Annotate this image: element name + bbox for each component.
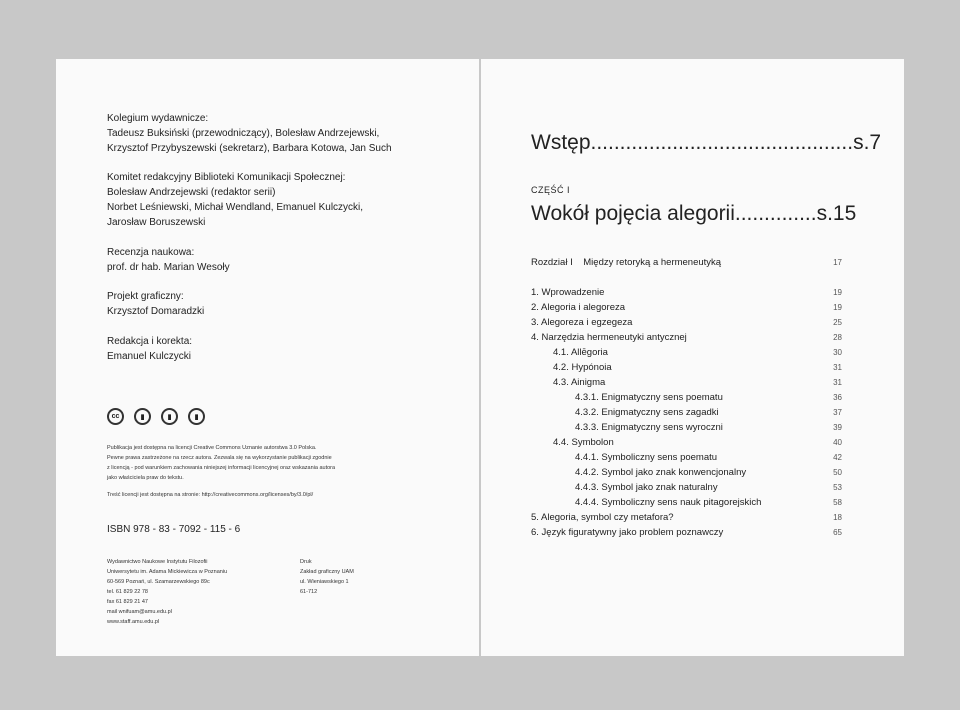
printer-info <box>300 557 354 597</box>
publisher-line: 60-569 Poznań, ul. Szamarzewskiego 89c <box>107 579 210 585</box>
toc-entry <box>531 420 842 435</box>
toc-entry <box>531 285 842 300</box>
toc-entry <box>531 480 842 495</box>
part-label: CZĘŚĆ I <box>531 185 571 195</box>
toc-page: 30 <box>833 348 842 357</box>
toc-page: 65 <box>833 528 842 537</box>
toc-page: 19 <box>833 288 842 297</box>
toc-list <box>531 285 842 540</box>
publisher-line: Uniwersytetu im. Adama Mickiewicza w Poznaniu <box>107 569 228 575</box>
credit-line: Bolesław Andrzejewski (redaktor serii) <box>107 187 276 198</box>
toc-title: 4.4.1. Symboliczny sens poematu <box>575 452 718 463</box>
toc-page: 25 <box>833 318 842 327</box>
by-icon: ▮ <box>161 408 178 425</box>
credit-line: Krzysztof Domaradzki <box>107 306 205 317</box>
toc-title: 1. Wprowadzenie <box>531 287 605 298</box>
toc-title: 5. Alegoria, symbol czy metafora? <box>531 512 674 523</box>
toc-title: 6. Język figuratywny jako problem poznawczy <box>531 527 724 538</box>
license_text-line: Pewne prawa zastrzeżone na rzecz autora. Zezwala się na wykorzystanie publikacji zgodnie <box>107 455 332 461</box>
publisher-line: tel. 61 829 22 78 <box>107 589 148 595</box>
right-page <box>481 59 904 656</box>
toc-page: 53 <box>833 483 842 492</box>
toc-page: 50 <box>833 468 842 477</box>
credit-line: Emanuel Kulczycki <box>107 351 191 362</box>
toc-title: 4.4.4. Symboliczny sens nauk pitagorejskich <box>575 497 762 508</box>
credit-line: Jarosław Boruszewski <box>107 217 206 228</box>
toc-entry <box>531 375 842 390</box>
toc-page: 31 <box>833 378 842 387</box>
license-text <box>107 443 335 483</box>
credit-block <box>107 289 447 319</box>
toc-page: 31 <box>833 363 842 372</box>
credit-line: prof. dr hab. Marian Wesoły <box>107 262 230 273</box>
license-icons <box>107 408 205 425</box>
toc-page: 58 <box>833 498 842 507</box>
printer-line: Zakład graficzny UAM <box>300 569 354 575</box>
chapter-label: Rozdział I Między retoryką a hermeneutyką <box>531 257 722 268</box>
part-title: Wokół pojęcia alegorii..............s.15 <box>531 202 857 225</box>
toc-title: 4.4.2. Symbol jako znak konwencjonalny <box>575 467 747 478</box>
chapter-entry <box>531 255 842 270</box>
isbn: ISBN 978 - 83 - 7092 - 115 - 6 <box>107 524 241 535</box>
printer-line: ul. Wieniawskiego 1 <box>300 579 349 585</box>
toc-page: 18 <box>833 513 842 522</box>
toc-page: 28 <box>833 333 842 342</box>
license_text-line: Publikacja jest dostępna na licencji Creative Commons Uznanie autorstwa 3.0 Polska. <box>107 445 317 451</box>
credit-line: Recenzja naukowa: <box>107 247 195 258</box>
toc-page: 42 <box>833 453 842 462</box>
credit-line: Projekt graficzny: <box>107 291 184 302</box>
credit-line: Komitet redakcyjny Biblioteki Komunikacji Społecznej: <box>107 172 346 183</box>
credit-line: Redakcja i korekta: <box>107 336 193 347</box>
credit-line: Krzysztof Przybyszewski (sekretarz), Barbara Kotowa, Jan Such <box>107 143 392 154</box>
toc-entry <box>531 465 842 480</box>
toc-title: 4.4.3. Symbol jako znak naturalny <box>575 482 718 493</box>
toc-title: 4.2. Hypónoia <box>553 362 612 373</box>
toc-entry <box>531 330 842 345</box>
credit-line: Kolegium wydawnicze: <box>107 113 209 124</box>
toc-entry <box>531 315 842 330</box>
credit-block <box>107 170 447 230</box>
toc-title: 4.3. Ainigma <box>553 377 606 388</box>
toc-title: 4.3.1. Enigmatyczny sens poematu <box>575 392 723 403</box>
cc-icon: cc <box>107 408 124 425</box>
credit-block <box>107 111 447 156</box>
toc-entry <box>531 345 842 360</box>
by-icon: ▮ <box>134 408 151 425</box>
chapter-page: 17 <box>833 258 842 267</box>
toc-title: 2. Alegoria i alegoreza <box>531 302 626 313</box>
toc-entry <box>531 495 842 510</box>
toc-entry <box>531 360 842 375</box>
publisher-line: mail wnifuam@amu.edu.pl <box>107 609 172 615</box>
credit-line: Norbet Leśniewski, Michał Wendland, Emanuel Kulczycki, <box>107 202 364 213</box>
toc-title: 4.1. Allēgoria <box>553 347 608 358</box>
toc-entry <box>531 390 842 405</box>
toc-entry <box>531 300 842 315</box>
publisher-info <box>107 557 227 627</box>
toc-entry <box>531 510 842 525</box>
credit-line: Tadeusz Buksiński (przewodniczący), Bolesław Andrzejewski, <box>107 128 380 139</box>
publisher-line: Wydawnictwo Naukowe Instytutu Filozofii <box>107 559 208 565</box>
toc-title: 4. Narzędzia hermeneutyki antycznej <box>531 332 687 343</box>
toc-title: 3. Alegoreza i egzegeza <box>531 317 633 328</box>
printer-line: Druk <box>300 559 312 565</box>
toc-page: 39 <box>833 423 842 432</box>
credit-block <box>107 334 447 364</box>
toc-entry <box>531 450 842 465</box>
toc-title: 4.3.2. Enigmatyczny sens zagadki <box>575 407 719 418</box>
publisher-line: fax 61 829 21 47 <box>107 599 148 605</box>
toc-entry <box>531 435 842 450</box>
by-icon: ▮ <box>188 408 205 425</box>
toc-title: 4.4. Symbolon <box>553 437 614 448</box>
toc-page: 40 <box>833 438 842 447</box>
left-page <box>56 59 479 656</box>
toc-page: 19 <box>833 303 842 312</box>
intro-entry: Wstęp.............................................s.7 <box>531 131 882 154</box>
publisher-line: www.staff.amu.edu.pl <box>107 619 160 625</box>
toc-page: 37 <box>833 408 842 417</box>
license-url-text: Treść licencji jest dostępna na stronie: http://creativecommons.org/licenses/by/3.0/pl/ <box>107 492 314 498</box>
toc-title: 4.3.3. Enigmatyczny sens wyroczni <box>575 422 723 433</box>
toc-entry <box>531 525 842 540</box>
toc-entry <box>531 405 842 420</box>
license_text-line: z licencją - pod warunkiem zachowania niniejszej informacji licencyjnej oraz wskazania autora <box>107 465 336 471</box>
printer-line: 61-712 <box>300 589 318 595</box>
license_text-line: jako właściciela praw do tekstu. <box>107 475 184 481</box>
toc-page: 36 <box>833 393 842 402</box>
credit-block <box>107 245 447 275</box>
